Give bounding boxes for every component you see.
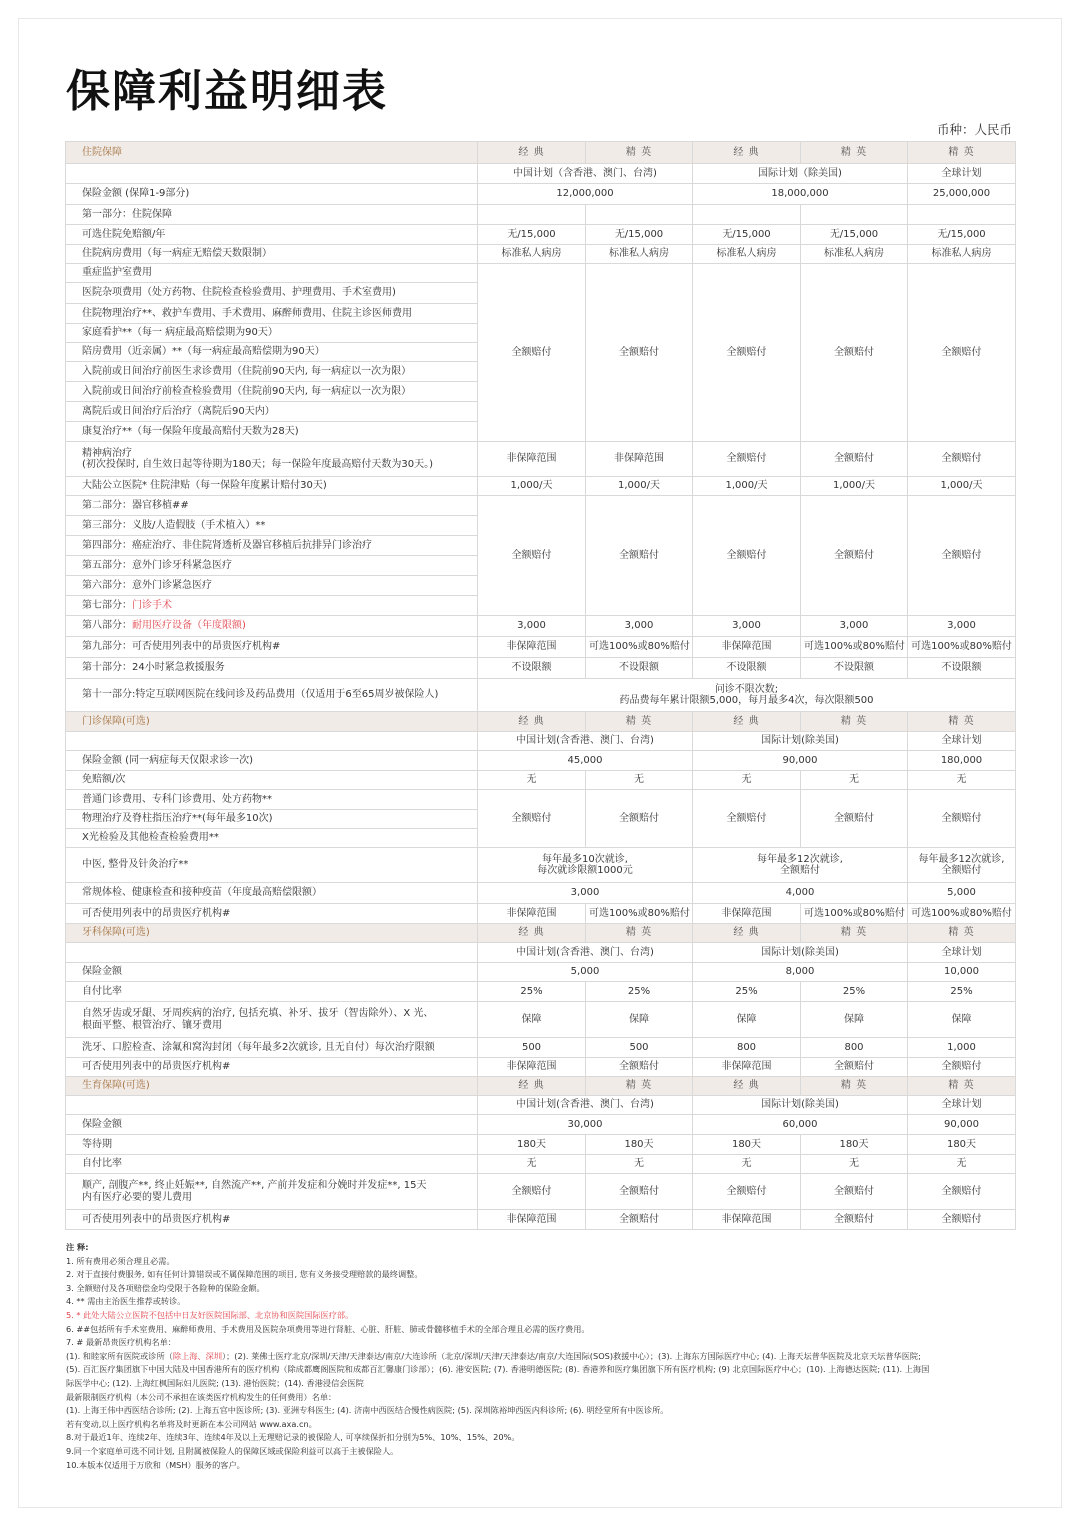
footnote: 1. 所有费用必须合理且必需。 [66, 1255, 175, 1266]
cell-value: 无/15,000 [586, 225, 693, 245]
cell-value: 标准私人病房 [693, 245, 801, 264]
plan-label: 国际计划（除美国) [693, 164, 908, 184]
cell-value: 25,000,000 [908, 184, 1016, 205]
cell-value: 非保障范围 [478, 442, 586, 477]
cell-line: 药品费每年累计限额5,000，每月最多4次，每次限额500 [619, 695, 874, 706]
table-row [66, 496, 1016, 516]
cell-value: 不设限额 [478, 658, 586, 679]
row-label: 保险金额 (保障1-9部分) [66, 184, 478, 205]
cell-value: 全额赔付 [908, 496, 1016, 616]
tier-label: 精 英 [908, 924, 1016, 943]
footnotes [66, 1241, 1026, 1472]
row-label: 第九部分：可否使用列表中的昂贵医疗机构# [66, 637, 478, 658]
footnote: (5). 百汇医疗集团旗下中国大陆及中国香港所有的医疗机构（除成都鹰阁医院和成都百汇馨康门诊部）；(6). 港安医院; (7). 香港明德医院; (8). 香港养和医疗集团旗下所有医疗机构; (9) 北京国际医疗中心；(10). 上海德达医院; (11). 上海国 [66, 1364, 930, 1375]
table-row [66, 963, 1016, 982]
plan-label: 国际计划(除美国) [693, 1096, 908, 1115]
tier-label: 经 典 [693, 712, 801, 732]
row-label: 可选住院免赔额/年 [66, 225, 478, 245]
table-row [66, 637, 1016, 658]
footnote-text: (1). 和睦家所有医院或诊所（ [66, 1350, 173, 1361]
row-label: 第二部分：器官移植## [66, 496, 478, 516]
cell-value: 保障 [586, 1002, 693, 1038]
cell-value: 180天 [586, 1135, 693, 1155]
cell-value: 全额赔付 [908, 264, 1016, 442]
cell-value: 10,000 [908, 963, 1016, 982]
row-label: 第一部分：住院保障 [66, 205, 478, 225]
cell-value: 3,000 [908, 616, 1016, 637]
tier-label: 精 英 [586, 142, 693, 164]
tier-label: 精 英 [586, 924, 693, 943]
table-row [66, 679, 1016, 712]
cell-value: 全额赔付 [908, 1058, 1016, 1077]
tier-label: 精 英 [908, 142, 1016, 164]
footnote: 最新限制医疗机构（本公司不承担在该类医疗机构发生的任何费用）名单： [66, 1391, 337, 1402]
cell-value: 保障 [478, 1002, 586, 1038]
row-label: 自付比率 [66, 982, 478, 1002]
row-label: 普通门诊费用、专科门诊费用、处方药物** [66, 790, 478, 810]
cell-value: 无 [478, 771, 586, 790]
table-row [66, 225, 1016, 245]
maternity-header-row [66, 1077, 1016, 1096]
cell-value: 全额赔付 [693, 264, 801, 442]
section-title: 住院保障 [66, 142, 478, 164]
cell-value: 8,000 [693, 963, 908, 982]
cell-value: 全额赔付 [693, 442, 801, 477]
tier-label: 精 英 [586, 712, 693, 732]
plan-row [66, 732, 1016, 751]
row-label-line: 自然牙齿或牙龈、牙周疾病的治疗, 包括充填、补牙、拔牙（智齿除外）、X 光、 [82, 1008, 434, 1019]
cell-value: 标准私人病房 [586, 245, 693, 264]
page-title: 保障利益明细表 [66, 66, 388, 117]
tier-label: 精 英 [586, 1077, 693, 1096]
cell-value: 可选100%或80%赔付 [586, 904, 693, 924]
row-label-prefix: 第七部分： [82, 599, 132, 611]
row-label: 第五部分：意外门诊牙科紧急医疗 [66, 556, 478, 576]
plan-label: 国际计划(除美国) [693, 943, 908, 963]
table-row [66, 442, 1016, 477]
plan-label: 中国计划(含香港、澳门、台湾) [478, 732, 693, 751]
row-label: 陪房费用（近亲属）**（每一病症最高赔偿期为90天） [66, 343, 478, 362]
cell-value: 1,000/天 [478, 477, 586, 496]
tier-label: 经 典 [693, 924, 801, 943]
cell-value: 无 [693, 771, 801, 790]
inpatient-header-row [66, 142, 1016, 164]
row-label: 重症监护室费用 [66, 264, 478, 283]
footnote [66, 1350, 1026, 1364]
tier-label: 精 英 [801, 1077, 908, 1096]
cell-value: 全额赔付 [478, 496, 586, 616]
cell-value: 可选100%或80%赔付 [801, 904, 908, 924]
tier-label: 经 典 [478, 712, 586, 732]
table-row [66, 790, 1016, 810]
row-label-prefix: 第八部分： [82, 620, 132, 632]
cell-value: 全额赔付 [586, 1210, 693, 1230]
row-label: 家庭看护**（每一 病症最高赔偿期为90天） [66, 324, 478, 343]
cell-value: 保障 [908, 1002, 1016, 1038]
cell-value: 非保障范围 [586, 442, 693, 477]
cell-value: 无/15,000 [693, 225, 801, 245]
cell-value: 全额赔付 [908, 1210, 1016, 1230]
benefits-table [65, 141, 1016, 1230]
cell-value: 3,000 [478, 616, 586, 637]
cell-value: 全额赔付 [586, 1174, 693, 1210]
footnote: 4. ** 需由主治医生推荐或转诊。 [66, 1296, 186, 1307]
footnote: 5. * 此处大陆公立医院不包括中日友好医院国际部、北京协和医院国际医疗部。 [66, 1309, 354, 1320]
cell-value: 全额赔付 [478, 264, 586, 442]
cell-value: 可选100%或80%赔付 [801, 637, 908, 658]
row-label: 第十部分：24小时紧急救援服务 [66, 658, 478, 679]
cell-value: 全额赔付 [801, 264, 908, 442]
cell-value: 不设限额 [908, 658, 1016, 679]
cell-value: 可选100%或80%赔付 [908, 904, 1016, 924]
cell-value: 1,000/天 [693, 477, 801, 496]
cell-value: 全额赔付 [801, 496, 908, 616]
cell-value: 无/15,000 [478, 225, 586, 245]
row-label: 保险金额 [66, 1115, 478, 1135]
cell-value: 无 [586, 1155, 693, 1174]
row-label [66, 442, 478, 477]
row-label: 可否使用列表中的昂贵医疗机构# [66, 1058, 478, 1077]
footnote: 若有变动,以上医疗机构名单将及时更新在本公司网站 www.axa.cn。 [66, 1418, 317, 1429]
footnote: 9.同一个家庭单可选不同计划, 且附属被保险人的保障区域或保险利益可以高于主被保险人。 [66, 1445, 399, 1456]
cell-line: 每次就诊限额1000元 [537, 865, 633, 876]
footnote: 7. # 最新昂贵医疗机构名单： [66, 1337, 176, 1348]
tier-label: 精 英 [908, 1077, 1016, 1096]
cell-value: 5,000 [478, 963, 693, 982]
row-label: 第四部分：癌症治疗、非住院肾透析及器官移植后抗排异门诊治疗 [66, 536, 478, 556]
tier-label: 精 英 [801, 142, 908, 164]
plan-label: 全球计划 [908, 1096, 1016, 1115]
row-label: 可否使用列表中的昂贵医疗机构# [66, 1210, 478, 1230]
cell-value: 800 [801, 1038, 908, 1058]
plan-label: 全球计划 [908, 943, 1016, 963]
cell-value: 非保障范围 [478, 1210, 586, 1230]
row-label-line: 根面平整、根管治疗、镶牙费用 [82, 1019, 222, 1031]
cell-value: 全额赔付 [908, 442, 1016, 477]
plan-label: 中国计划(含香港、澳门、台湾) [478, 943, 693, 963]
cell-value: 3,000 [693, 616, 801, 637]
cell-value [478, 848, 693, 883]
row-label: 第十一部分:特定互联网医院在线问诊及药品费用（仅适用于6至65周岁被保险人) [66, 679, 478, 712]
tier-label: 经 典 [478, 924, 586, 943]
cell-value: 非保障范围 [478, 637, 586, 658]
cell-value: 90,000 [693, 751, 908, 771]
row-label: 第六部分：意外门诊紧急医疗 [66, 576, 478, 596]
cell-value: 无 [693, 1155, 801, 1174]
row-label: 物理治疗及脊柱指压治疗**(每年最多10次) [66, 810, 478, 829]
cell-value: 全额赔付 [801, 1210, 908, 1230]
footnote: 6. ##包括所有手术室费用、麻醉师费用、手术费用及医院杂项费用等进行肾脏、心脏、肝脏、肺或骨髓移植手术的全部合理且必需的医疗费用。 [66, 1323, 590, 1334]
table-row [66, 245, 1016, 264]
footnote-text: ）；(2). 莱佛士医疗北京/深圳/天津/天津泰达/南京/大连诊所（北京/深圳/天津/天津泰达/南京/大连国际(SOS)救援中心）；(3). 上海东方国际医疗中心; (4). 上海天坛普华医院及北京天坛普华医院; [222, 1350, 921, 1361]
cell-value: 30,000 [478, 1115, 693, 1135]
table-row [66, 205, 1016, 225]
cell-value: 60,000 [693, 1115, 908, 1135]
row-label: 洗牙、口腔检查、涂氟和窝沟封闭（每年最多2次就诊, 且无自付）每次治疗限额 [66, 1038, 478, 1058]
tier-label: 经 典 [478, 142, 586, 164]
row-label: 住院病房费用（每一病症无赔偿天数限制） [66, 245, 478, 264]
cell-value: 1,000/天 [586, 477, 693, 496]
tier-label: 经 典 [693, 1077, 801, 1096]
table-row [66, 1115, 1016, 1135]
cell-value: 180天 [478, 1135, 586, 1155]
cell-value: 25% [478, 982, 586, 1002]
cell-value: 4,000 [693, 883, 908, 904]
row-label: 自付比率 [66, 1155, 478, 1174]
plan-row [66, 943, 1016, 963]
row-label: 免赔额/次 [66, 771, 478, 790]
cell-value: 保障 [801, 1002, 908, 1038]
row-label-line: 精神病治疗 [82, 447, 132, 459]
table-row [66, 982, 1016, 1002]
cell-value: 全额赔付 [801, 1058, 908, 1077]
table-row [66, 1155, 1016, 1174]
row-label-highlight: 耐用医疗设备（年度限额) [132, 620, 246, 632]
cell-value: 5,000 [908, 883, 1016, 904]
row-label: 大陆公立医院* 住院津贴（每一保险年度累计赔付30天) [66, 477, 478, 496]
cell-line: 每年最多10次就诊, [542, 853, 628, 865]
plan-label: 国际计划(除美国) [693, 732, 908, 751]
cell-value [908, 848, 1016, 883]
tier-label: 经 典 [693, 142, 801, 164]
cell-value [478, 679, 1016, 712]
row-label: 住院物理治疗**、救护车费用、手术费用、麻醉师费用、住院主诊医师费用 [66, 304, 478, 324]
plan-label: 全球计划 [908, 732, 1016, 751]
cell-value: 全额赔付 [801, 442, 908, 477]
cell-value: 标准私人病房 [478, 245, 586, 264]
row-label: X光检验及其他检查检验费用** [66, 829, 478, 848]
footnote-highlight: 除上海、深圳 [172, 1350, 223, 1361]
row-label: 中医, 整骨及针灸治疗** [66, 848, 478, 883]
cell-value: 全额赔付 [908, 1174, 1016, 1210]
cell-value: 全额赔付 [801, 1174, 908, 1210]
cell-value: 800 [693, 1038, 801, 1058]
table-row [66, 904, 1016, 924]
row-label-highlight: 门诊手术 [132, 599, 172, 611]
row-label-line: (初次投保时, 自生效日起等待期为180天；每一保险年度最高赔付天数为30天。) [82, 459, 433, 470]
table-row [66, 658, 1016, 679]
currency-label: 币种：人民币 [936, 122, 1012, 137]
cell-value: 3,000 [586, 616, 693, 637]
plan-label: 中国计划(含香港、澳门、台湾) [478, 1096, 693, 1115]
cell-line: 全额赔付 [780, 865, 820, 876]
footnote: (1). 上海王伟中西医结合诊所; (2). 上海五官中医诊所; (3). 亚洲专科医生; (4). 济南中西医结合慢性病医院; (5). 深圳陈裕坤西医内科诊所; (6). 明经堂所有中医诊所。 [66, 1405, 669, 1416]
cell-value [693, 848, 908, 883]
section-title: 牙科保障(可选) [66, 924, 478, 943]
footnote: 际医学中心; (12). 上海红枫国际妇儿医院; (13). 港怡医院；(14). 香港浸信会医院 [66, 1377, 364, 1388]
table-row [66, 1135, 1016, 1155]
row-label [66, 616, 478, 637]
table-row [66, 883, 1016, 904]
cell-value: 可选100%或80%赔付 [586, 637, 693, 658]
cell-value: 25% [586, 982, 693, 1002]
cell-value: 25% [908, 982, 1016, 1002]
footnote: 3. 全额赔付及各项赔偿金均受限于各险种的保险金额。 [66, 1282, 265, 1293]
row-label: 入院前或日间治疗前医生求诊费用（住院前90天内, 每一病症以一次为限） [66, 362, 478, 382]
row-label: 离院后或日间治疗后治疗（离院后90天内） [66, 402, 478, 422]
cell-value: 全额赔付 [908, 790, 1016, 848]
table-row [66, 771, 1016, 790]
cell-value: 可选100%或80%赔付 [908, 637, 1016, 658]
plan-row [66, 164, 1016, 184]
table-row [66, 1058, 1016, 1077]
footnote: 10.本版本仅适用于万欣和（MSH）服务的客户。 [66, 1459, 245, 1470]
plan-label: 中国计划（含香港、澳门、台湾) [478, 164, 693, 184]
cell-value: 非保障范围 [693, 1058, 801, 1077]
tier-label: 经 典 [478, 1077, 586, 1096]
table-row [66, 848, 1016, 883]
row-label: 等待期 [66, 1135, 478, 1155]
row-label-line: 内有医疗必要的婴儿费用 [82, 1191, 192, 1203]
row-label [66, 1174, 478, 1210]
cell-value: 无 [908, 771, 1016, 790]
cell-value: 非保障范围 [693, 904, 801, 924]
cell-line: 每年最多12次就诊, [757, 853, 843, 865]
cell-value: 不设限额 [693, 658, 801, 679]
cell-value: 非保障范围 [478, 1058, 586, 1077]
cell-value: 1,000/天 [908, 477, 1016, 496]
cell-value: 3,000 [478, 883, 693, 904]
cell-value: 无 [801, 771, 908, 790]
cell-value: 45,000 [478, 751, 693, 771]
cell-value: 标准私人病房 [908, 245, 1016, 264]
cell-value: 全额赔付 [693, 1174, 801, 1210]
cell-value: 无/15,000 [908, 225, 1016, 245]
cell-value: 无 [801, 1155, 908, 1174]
table-row [66, 1174, 1016, 1210]
cell-value: 全额赔付 [586, 264, 693, 442]
cell-value: 18,000,000 [693, 184, 908, 205]
row-label: 保险金额 (同一病症每天仅限求诊一次) [66, 751, 478, 771]
cell-value: 无 [908, 1155, 1016, 1174]
section-title: 门诊保障(可选) [66, 712, 478, 732]
table-row [66, 1002, 1016, 1038]
footnotes-title: 注 释: [66, 1242, 89, 1252]
cell-value: 不设限额 [801, 658, 908, 679]
cell-value: 非保障范围 [693, 637, 801, 658]
row-label [66, 1002, 478, 1038]
footnote: 8.对于最近1年、连续2年、连续3年、连续4年及以上无理赔记录的被保险人, 可享续保折扣分别为5%、10%、15%、20%。 [66, 1432, 520, 1443]
footnote: 2. 对于直接付费服务, 如有任何计算错误或不属保障范围的项目, 您有义务接受理赔款的最终调整。 [66, 1269, 423, 1280]
cell-value: 不设限额 [586, 658, 693, 679]
table-row [66, 751, 1016, 771]
cell-value: 180,000 [908, 751, 1016, 771]
cell-value: 非保障范围 [693, 1210, 801, 1230]
cell-value: 非保障范围 [478, 904, 586, 924]
table-row [66, 1038, 1016, 1058]
cell-value: 无/15,000 [801, 225, 908, 245]
cell-value: 全额赔付 [693, 496, 801, 616]
row-label: 第三部分：义肢/人造假肢（手术植入）** [66, 516, 478, 536]
cell-value: 全额赔付 [801, 790, 908, 848]
plan-label: 全球计划 [908, 164, 1016, 184]
cell-value: 180天 [801, 1135, 908, 1155]
cell-value: 全额赔付 [586, 496, 693, 616]
table-row [66, 616, 1016, 637]
table-row [66, 477, 1016, 496]
cell-value: 全额赔付 [478, 790, 586, 848]
section-title: 生育保障(可选) [66, 1077, 478, 1096]
cell-value: 90,000 [908, 1115, 1016, 1135]
row-label: 康复治疗**（每一保险年度最高赔付天数为28天) [66, 422, 478, 442]
cell-value: 500 [478, 1038, 586, 1058]
cell-value: 3,000 [801, 616, 908, 637]
cell-line: 问诊不限次数; [714, 683, 779, 695]
cell-value: 25% [693, 982, 801, 1002]
cell-value: 全额赔付 [478, 1174, 586, 1210]
dental-header-row [66, 924, 1016, 943]
cell-value: 全额赔付 [693, 790, 801, 848]
outpatient-header-row [66, 712, 1016, 732]
cell-value: 无 [586, 771, 693, 790]
row-label: 医院杂项费用（处方药物、住院检查检验费用、护理费用、手术室费用) [66, 283, 478, 304]
cell-line: 全额赔付 [941, 865, 982, 876]
cell-value: 180天 [908, 1135, 1016, 1155]
row-label-line: 顺产, 剖腹产**, 终止妊娠**, 自然流产**, 产前并发症和分娩时并发症**, 15天 [82, 1180, 427, 1191]
row-label: 保险金额 [66, 963, 478, 982]
cell-value: 全额赔付 [586, 790, 693, 848]
cell-value: 500 [586, 1038, 693, 1058]
cell-value: 25% [801, 982, 908, 1002]
table-row [66, 1210, 1016, 1230]
cell-value: 标准私人病房 [801, 245, 908, 264]
cell-value: 全额赔付 [586, 1058, 693, 1077]
cell-value: 12,000,000 [478, 184, 693, 205]
cell-line: 每年最多12次就诊, [918, 853, 1005, 865]
cell-value: 180天 [693, 1135, 801, 1155]
row-label: 常规体检、健康检查和接种疫苗（年度最高赔偿限额） [66, 883, 478, 904]
tier-label: 精 英 [908, 712, 1016, 732]
tier-label: 精 英 [801, 924, 908, 943]
cell-value: 1,000 [908, 1038, 1016, 1058]
tier-label: 精 英 [801, 712, 908, 732]
cell-value: 无 [478, 1155, 586, 1174]
row-label: 入院前或日间治疗前检查检验费用（住院前90天内, 每一病症以一次为限） [66, 382, 478, 402]
plan-row [66, 1096, 1016, 1115]
cell-value: 保障 [693, 1002, 801, 1038]
row-label [66, 596, 478, 616]
row-label: 可否使用列表中的昂贵医疗机构# [66, 904, 478, 924]
cell-value: 1,000/天 [801, 477, 908, 496]
table-row [66, 184, 1016, 205]
table-row [66, 264, 1016, 283]
